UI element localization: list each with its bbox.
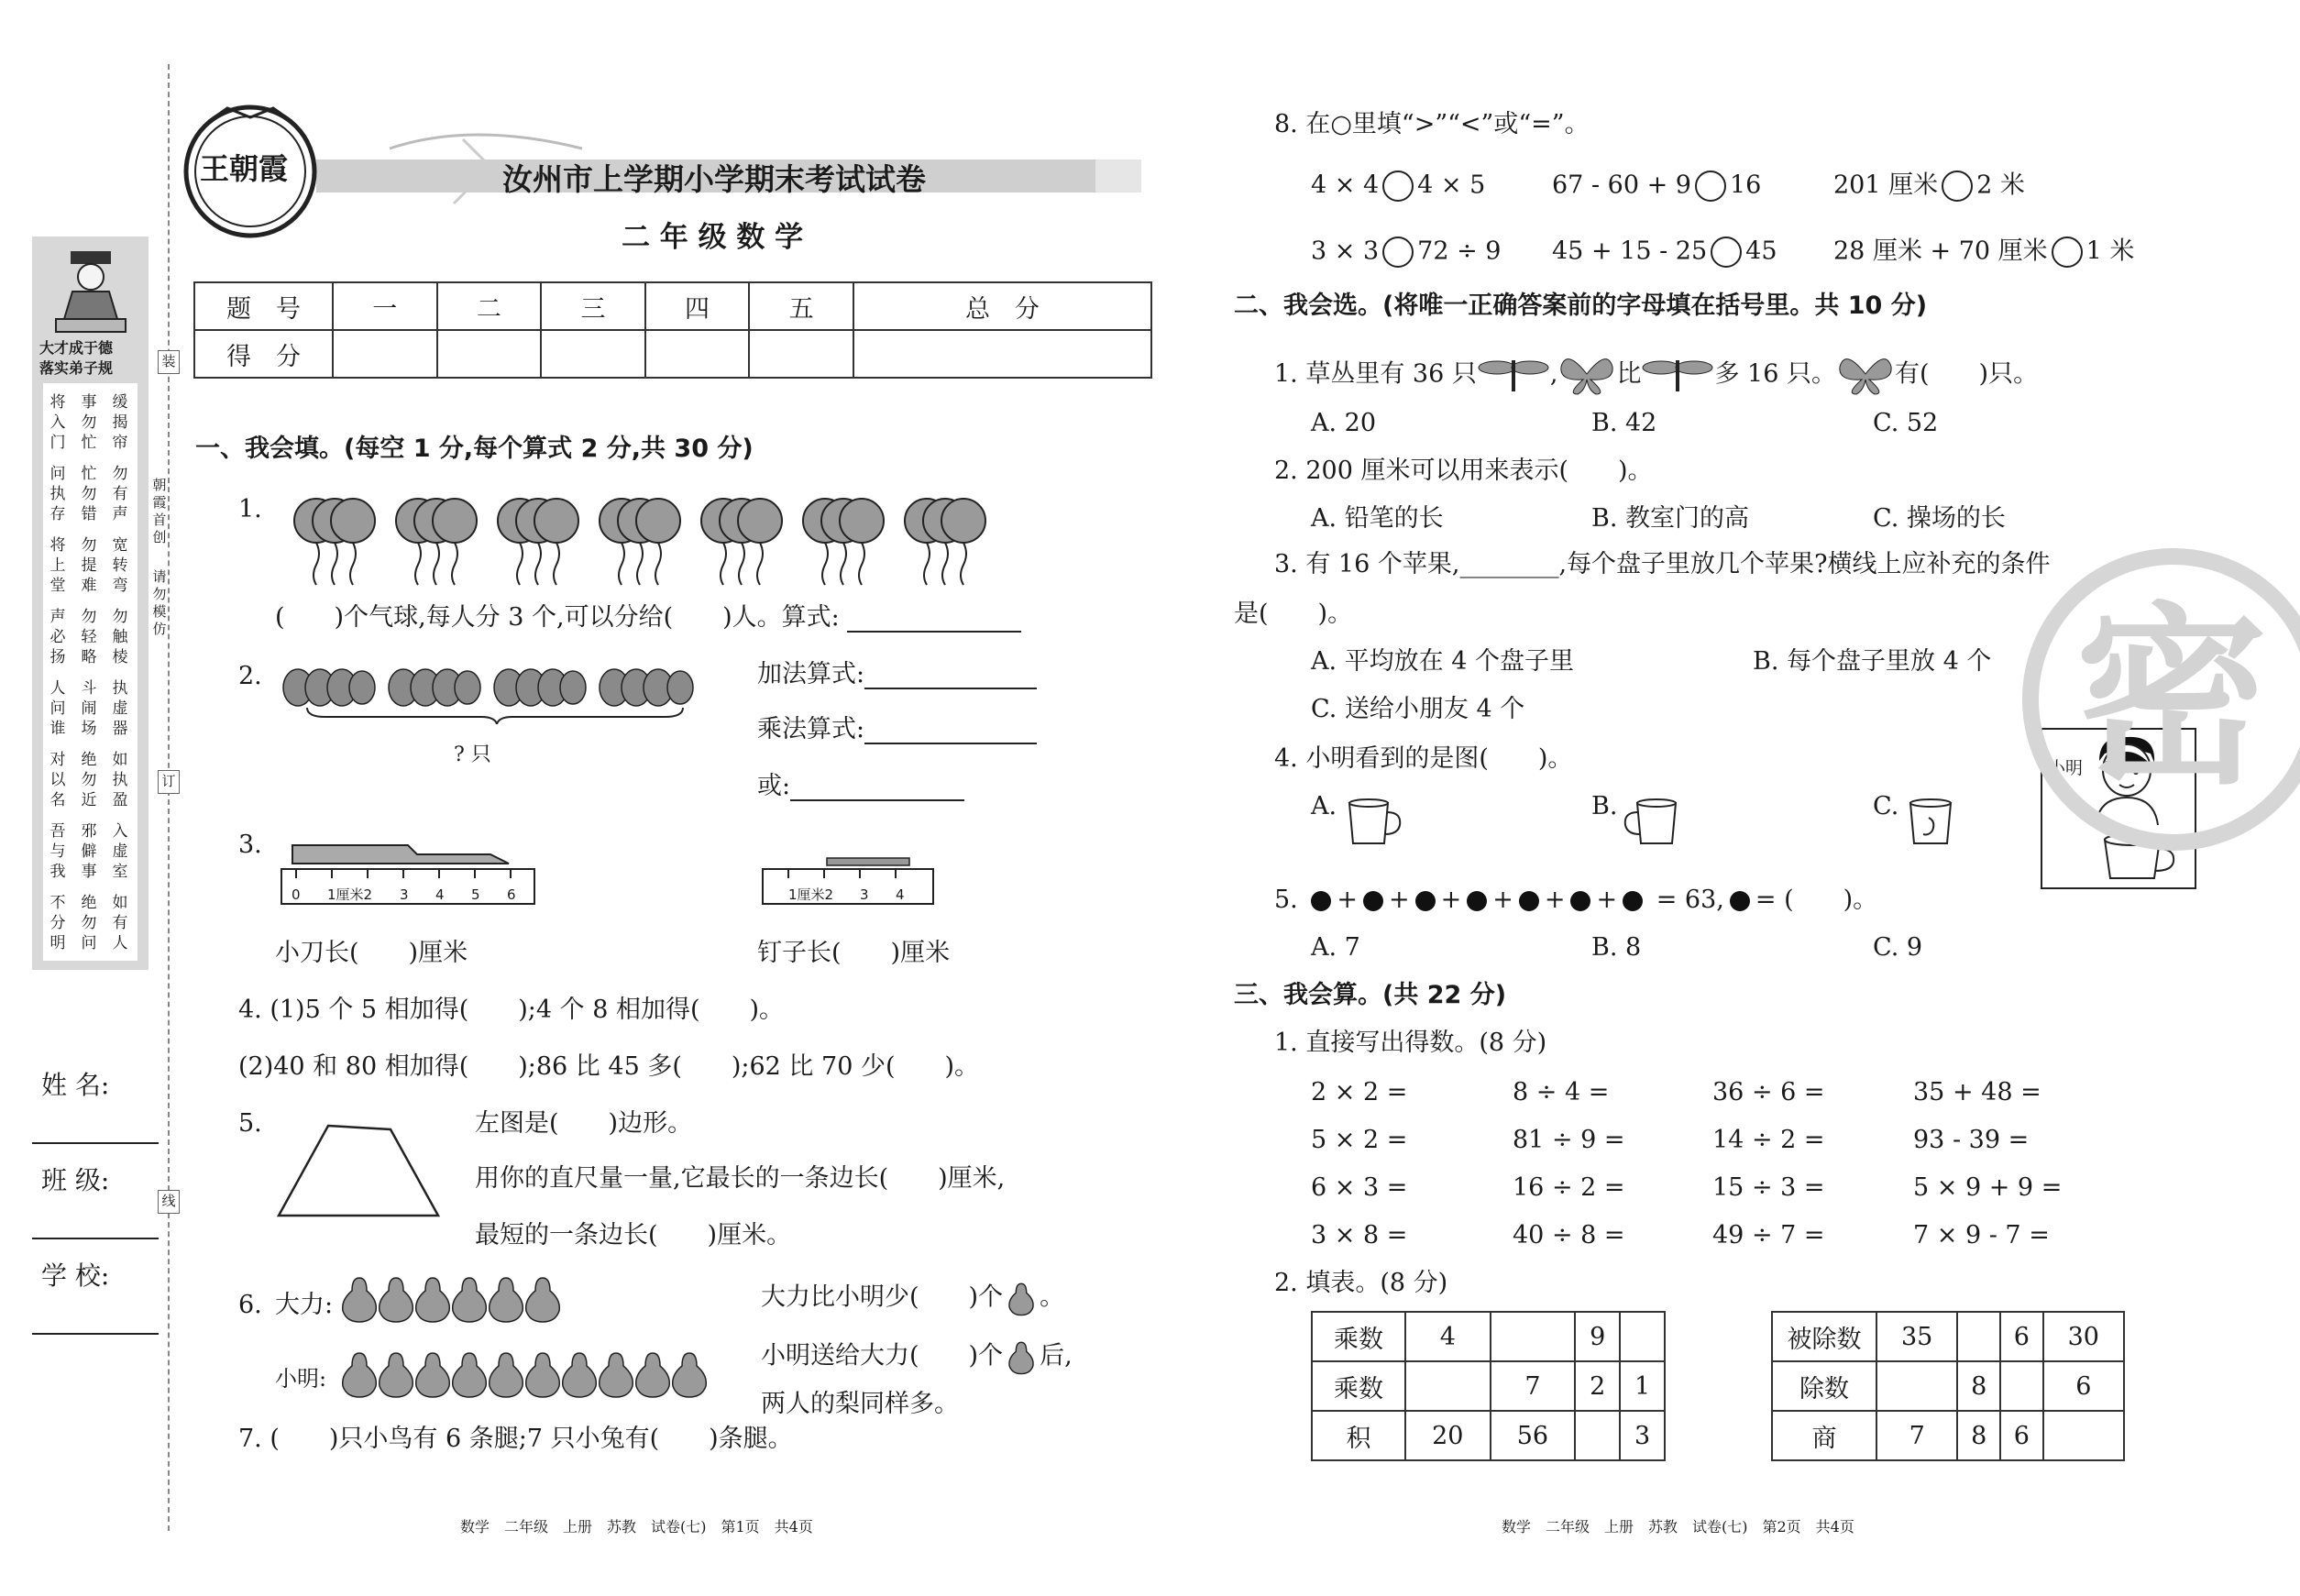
page-2-footer: 数学 二年级 上册 苏教 试卷(七) 第2页 共4页 <box>1502 1518 1854 1535</box>
rule: 入虚室 <box>112 822 128 881</box>
c1-text-a: 1. 草丛里有 36 只 <box>1274 359 1477 389</box>
cmp-right: 45 <box>1745 237 1777 266</box>
q3-knife: 小刀长( )厘米 <box>275 939 468 967</box>
cut-mark: 装 <box>158 350 180 374</box>
q6-number: 6. <box>238 1291 262 1319</box>
q2-or-label <box>757 772 964 801</box>
ruler2-tick: 3 <box>860 886 869 903</box>
notice-text: 朝霞首创 <box>152 477 167 545</box>
score-cell: 得 分 <box>194 330 333 378</box>
c5-option-b[interactable]: B. 8 <box>1591 933 1642 962</box>
rule: 宽转弯 <box>112 536 128 595</box>
score-cell: 一 <box>333 282 437 330</box>
stamp-char: 密 <box>2075 584 2269 810</box>
table-cell[interactable] <box>2043 1411 2124 1460</box>
section-3-title: 三、我会算。(共 22 分) <box>1234 981 1507 1009</box>
score-input[interactable] <box>437 330 542 378</box>
cmp-left: 3 × 3 <box>1311 237 1380 266</box>
rule: 声必扬 <box>50 608 66 666</box>
section-1-title: 一、我会填。(每空 1 分,每个算式 2 分,共 30 分) <box>195 435 754 463</box>
q8-cmp <box>1833 237 2134 268</box>
school-field[interactable] <box>32 1333 159 1335</box>
table-cell: 除数 <box>1772 1361 1876 1411</box>
q6-row2-text: 小明送给大力( )个 <box>761 1341 1004 1370</box>
c5-question: 5. + + + + + + = 63, = ( )。 <box>1274 886 1878 914</box>
table-cell: 6 <box>2000 1312 2043 1361</box>
q2-add-text: 加法算式: <box>757 660 865 688</box>
calc-item: 5 × 2 = <box>1311 1126 1408 1154</box>
ruler1-tick: 0 <box>292 886 301 903</box>
calc-item: 3 × 8 = <box>1311 1221 1408 1249</box>
rule: 绝勿问 <box>81 894 97 952</box>
calc-title: 1. 直接写出得数。(8 分) <box>1274 1029 1547 1057</box>
score-input[interactable] <box>853 330 1151 378</box>
rule: 勿有声 <box>112 465 128 523</box>
c5-option-c[interactable]: C. 9 <box>1873 933 1923 962</box>
table-cell: 乘数 <box>1312 1312 1405 1361</box>
divide-table <box>1771 1311 2125 1461</box>
q2-mul-line[interactable] <box>864 719 1037 744</box>
cup-a-icon <box>1346 798 1404 847</box>
c1-question <box>1274 354 2038 396</box>
c3-question-line2: 是( )。 <box>1234 600 1353 628</box>
c3-option-a[interactable]: A. 平均放在 4 个盘子里 <box>1311 647 1575 676</box>
c4-option-b[interactable]: B. <box>1591 792 1618 820</box>
c4-option-c[interactable]: C. <box>1873 792 1899 820</box>
table-cell: 6 <box>2043 1361 2124 1411</box>
q3-nail: 钉子长( )厘米 <box>757 939 951 967</box>
q5-line1: 左图是( )边形。 <box>475 1109 693 1138</box>
chicks-icon <box>280 660 710 724</box>
score-input[interactable] <box>749 330 853 378</box>
cmp-right: 1 米 <box>2085 237 2135 266</box>
table-cell[interactable] <box>2000 1361 2043 1411</box>
dot-icon <box>1730 891 1750 911</box>
rule: 如执盈 <box>112 751 128 809</box>
dot-icon <box>1570 891 1590 911</box>
dot-icon <box>1623 891 1643 911</box>
q4-part1: 4. (1)5 个 5 相加得( );4 个 8 相加得( )。 <box>238 996 785 1024</box>
q8-cmp <box>1833 171 2025 202</box>
c5-end: = ( )。 <box>1755 886 1878 914</box>
c1-text-c: 比 <box>1616 359 1642 389</box>
compare-circle[interactable] <box>1382 171 1414 202</box>
q6-xm-label: 小明: <box>275 1366 327 1392</box>
c5-eq: = 63, <box>1656 886 1724 914</box>
brand-logo-text: 王朝霞 <box>200 151 289 186</box>
q7: 7. ( )只小鸟有 6 条腿;7 只小兔有( )条腿。 <box>238 1425 793 1453</box>
score-cell: 三 <box>541 282 645 330</box>
q1-text-content: ( )个气球,每人分 3 个,可以分给( )人。算式: <box>275 603 840 632</box>
table-cell: 积 <box>1312 1411 1405 1460</box>
scholar-icon <box>52 246 129 337</box>
q4-part2: (2)40 和 80 相加得( );86 比 45 多( );62 比 70 少( )。 <box>238 1052 980 1081</box>
score-cell: 总 分 <box>853 282 1151 330</box>
rule: 忙勿错 <box>81 465 97 523</box>
dot-icon <box>1415 891 1436 911</box>
cut-mark: 线 <box>158 1190 180 1214</box>
rule: 将入门 <box>50 393 66 452</box>
q6-row1-end: 。 <box>1040 1282 1065 1312</box>
calc-item: 6 × 3 = <box>1311 1173 1408 1202</box>
cup-c-icon <box>1907 798 1956 847</box>
table-cell: 56 <box>1491 1411 1576 1460</box>
calc-item: 5 × 9 + 9 = <box>1913 1173 2063 1202</box>
table-cell: 被除数 <box>1772 1312 1876 1361</box>
c5-number: 5. <box>1274 886 1298 914</box>
cut-mark: 订 <box>158 770 180 794</box>
q2-or-text: 或: <box>757 772 791 800</box>
calc-item: 93 - 39 = <box>1913 1126 2030 1154</box>
q2-number: 2. <box>238 662 262 690</box>
c1-text-d: 多 16 只。 <box>1714 359 1836 389</box>
q5-line2: 用你的直尺量一量,它最长的一条边长( )厘米, <box>475 1164 1006 1193</box>
c2-option-c[interactable]: C. 操场的长 <box>1873 504 2006 533</box>
c3-option-b[interactable]: B. 每个盘子里放 4 个 <box>1753 647 1992 676</box>
c4-question: 4. 小明看到的是图( )。 <box>1274 744 1573 773</box>
rule: 吾与我 <box>50 822 66 881</box>
rule: 绝勿近 <box>81 751 97 809</box>
cmp-left: 201 厘米 <box>1833 171 1939 200</box>
score-input[interactable] <box>541 330 645 378</box>
calc-item: 16 ÷ 2 = <box>1513 1173 1625 1202</box>
name-label: 姓 名: <box>41 1070 110 1100</box>
table-cell: 20 <box>1405 1411 1491 1460</box>
name-field[interactable] <box>32 1142 159 1144</box>
table-cell: 8 <box>1957 1361 2000 1411</box>
table-cell: 1 <box>1620 1361 1665 1411</box>
q6-row1-text: 大力比小明少( )个 <box>761 1282 1004 1312</box>
score-cell: 四 <box>645 282 750 330</box>
multiply-table <box>1311 1311 1666 1461</box>
score-cell: 题 号 <box>194 282 333 330</box>
table-cell: 35 <box>1876 1312 1957 1361</box>
cmp-left: 4 × 4 <box>1311 171 1380 200</box>
cmp-right: 4 × 5 <box>1417 171 1486 200</box>
q8-cmp <box>1311 237 1501 268</box>
exam-title: 汝州市上学期小学期末考试试卷 <box>502 161 926 197</box>
sidebar-motto-2: 落实弟子规 <box>39 359 114 377</box>
cmp-right: 2 米 <box>1976 171 2025 200</box>
table-title: 2. 填表。(8 分) <box>1274 1269 1448 1297</box>
q2-or-line[interactable] <box>790 776 964 801</box>
dragonfly-icon <box>1477 357 1550 393</box>
cmp-right: 16 <box>1729 171 1762 200</box>
c4-option-a[interactable]: A. <box>1311 792 1337 820</box>
c1-option-a[interactable]: A. 20 <box>1311 409 1377 437</box>
pear-icon <box>1003 1280 1040 1316</box>
rule: 对以名 <box>50 751 66 809</box>
q6-row3: 两人的梨同样多。 <box>761 1390 959 1418</box>
ruler1-tick: 1厘米2 <box>327 886 373 903</box>
ruler1-tick: 3 <box>400 886 409 903</box>
q2-mul-text: 乘法算式: <box>757 715 865 743</box>
compare-circle[interactable] <box>1711 237 1742 268</box>
q1-number: 1. <box>238 495 262 523</box>
nail-ruler-icon <box>761 856 935 908</box>
sidebar-motto-1: 大才成于德 <box>39 339 114 357</box>
q8-cmp <box>1311 171 1485 202</box>
score-cell: 五 <box>749 282 853 330</box>
table-cell: 2 <box>1575 1361 1620 1411</box>
compare-circle[interactable] <box>2052 237 2083 268</box>
dot-icon <box>1519 891 1539 911</box>
q6-row2-end: 后, <box>1040 1341 1073 1370</box>
rule: 缓揭帘 <box>112 393 128 452</box>
rule: 如有人 <box>112 894 128 952</box>
q6-dali-label: 大力: <box>275 1291 334 1319</box>
rule: 勿触棱 <box>112 608 128 666</box>
class-field[interactable] <box>32 1238 159 1239</box>
cmp-left: 45 + 15 - 25 <box>1552 237 1708 266</box>
q8-cmp <box>1552 237 1777 268</box>
calc-item: 8 ÷ 4 = <box>1513 1078 1610 1106</box>
ruler1-tick: 6 <box>507 886 516 903</box>
score-cell: 二 <box>437 282 542 330</box>
table-cell: 商 <box>1772 1411 1876 1460</box>
exam-subtitle: 二 年 级 数 学 <box>622 221 804 254</box>
calc-item: 36 ÷ 6 = <box>1712 1078 1825 1106</box>
ruler1-tick: 4 <box>435 886 445 903</box>
table-cell: 8 <box>1957 1411 2000 1460</box>
c4-figure-label: 小明 <box>2048 758 2084 778</box>
trapezoid-shape <box>271 1120 446 1221</box>
q8-title: 8. 在○里填“>”“<”或“=”。 <box>1274 110 1590 138</box>
butterfly-icon <box>1836 354 1895 396</box>
q1-text <box>275 603 1021 633</box>
cup-b-icon <box>1619 798 1683 847</box>
rule: 勿轻略 <box>81 608 97 666</box>
rule: 事勿忙 <box>81 393 97 452</box>
calc-item: 7 × 9 - 7 = <box>1913 1221 2050 1249</box>
cmp-left: 28 厘米 + 70 厘米 <box>1833 237 2048 266</box>
compare-circle[interactable] <box>1695 171 1726 202</box>
c2-option-b[interactable]: B. 教室门的高 <box>1591 504 1750 533</box>
compare-circle[interactable] <box>1942 171 1973 202</box>
rule: 不分明 <box>50 894 66 952</box>
balloons-icon <box>293 495 1008 587</box>
section-2-title: 二、我会选。(将唯一正确答案前的字母填在括号里。共 10 分) <box>1234 292 1928 320</box>
rule: 人问谁 <box>50 679 66 738</box>
rule: 执虚器 <box>112 679 128 738</box>
score-input[interactable] <box>333 330 437 378</box>
c1-text-b: , <box>1549 359 1558 389</box>
table-cell[interactable] <box>1876 1361 1957 1411</box>
butterfly-icon <box>1557 354 1616 396</box>
table-cell: 6 <box>2000 1411 2043 1460</box>
q3-number: 3. <box>238 831 262 859</box>
table-cell: 7 <box>1491 1361 1576 1411</box>
rule: 邪僻事 <box>81 822 97 881</box>
pears-dali-icon <box>341 1272 570 1324</box>
table-cell[interactable] <box>1405 1361 1491 1411</box>
ruler2-tick: 4 <box>896 886 905 903</box>
calc-item: 14 ÷ 2 = <box>1712 1126 1825 1154</box>
rule: 将上堂 <box>50 536 66 595</box>
calc-item: 2 × 2 = <box>1311 1078 1408 1106</box>
sidebar-rules-box <box>43 383 138 961</box>
table-cell[interactable] <box>1491 1312 1576 1361</box>
table-cell: 9 <box>1575 1312 1620 1361</box>
sidebar-panel <box>32 237 149 970</box>
dot-icon <box>1311 891 1331 911</box>
calc-item: 49 ÷ 7 = <box>1712 1221 1825 1249</box>
score-input[interactable] <box>645 330 750 378</box>
q2-mul-label <box>757 715 1037 744</box>
dot-icon <box>1363 891 1383 911</box>
c2-question: 2. 200 厘米可以用来表示( )。 <box>1274 457 1653 485</box>
calc-item: 15 ÷ 3 = <box>1712 1173 1825 1202</box>
pears-xm-icon <box>341 1348 717 1399</box>
rule: 问执存 <box>50 465 66 523</box>
q2-caption: ? 只 <box>454 743 491 766</box>
q6-row2 <box>761 1338 1073 1375</box>
q5-number: 5. <box>238 1109 262 1138</box>
q5-line3: 最短的一条边长( )厘米。 <box>475 1221 792 1249</box>
calc-item: 35 + 48 = <box>1913 1078 2041 1106</box>
c1-option-c[interactable]: C. 52 <box>1873 409 1939 437</box>
cmp-left: 67 - 60 + 9 <box>1552 171 1691 200</box>
q8-cmp <box>1552 171 1761 202</box>
q1-answer-line[interactable] <box>847 607 1021 633</box>
calc-item: 40 ÷ 8 = <box>1513 1221 1625 1249</box>
table-cell[interactable] <box>1620 1312 1665 1361</box>
page-1-footer: 数学 二年级 上册 苏教 试卷(七) 第1页 共4页 <box>460 1518 813 1535</box>
q2-add-label <box>757 660 1037 689</box>
c2-option-a[interactable]: A. 铅笔的长 <box>1311 504 1444 533</box>
calc-item: 81 ÷ 9 = <box>1513 1126 1625 1154</box>
class-label: 班 级: <box>41 1165 110 1195</box>
c3-question-line1: 3. 有 16 个苹果,________,每个盘子里放几个苹果?横线上应补充的条件 <box>1274 550 2051 578</box>
school-label: 学 校: <box>41 1260 110 1291</box>
rule: 勿提难 <box>81 536 97 595</box>
table-cell: 4 <box>1405 1312 1491 1361</box>
rule: 斗闹场 <box>81 679 97 738</box>
pear-icon <box>1003 1338 1040 1375</box>
binding-dashed-line <box>168 64 170 1531</box>
c1-option-b[interactable]: B. 42 <box>1591 409 1657 437</box>
table-cell[interactable] <box>1957 1312 2000 1361</box>
table-cell: 乘数 <box>1312 1361 1405 1411</box>
q6-row1 <box>761 1280 1064 1316</box>
ruler2-tick: 1厘米2 <box>788 886 834 903</box>
q2-add-line[interactable] <box>864 664 1037 689</box>
c5-option-a[interactable]: A. 7 <box>1311 933 1360 962</box>
table-cell: 3 <box>1620 1411 1665 1460</box>
table-cell[interactable] <box>1575 1411 1620 1460</box>
notice-text: 请勿模仿 <box>152 568 167 637</box>
compare-circle[interactable] <box>1382 237 1414 268</box>
c3-option-c[interactable]: C. 送给小朋友 4 个 <box>1311 695 1525 723</box>
table-cell: 30 <box>2043 1312 2124 1361</box>
score-table <box>193 281 1152 379</box>
ruler1-tick: 5 <box>471 886 480 903</box>
dot-icon <box>1467 891 1487 911</box>
dragonfly-icon <box>1641 357 1714 393</box>
c1-text-e: 有( )只。 <box>1895 359 2039 389</box>
table-cell: 7 <box>1876 1411 1957 1460</box>
cmp-right: 72 ÷ 9 <box>1417 237 1502 266</box>
